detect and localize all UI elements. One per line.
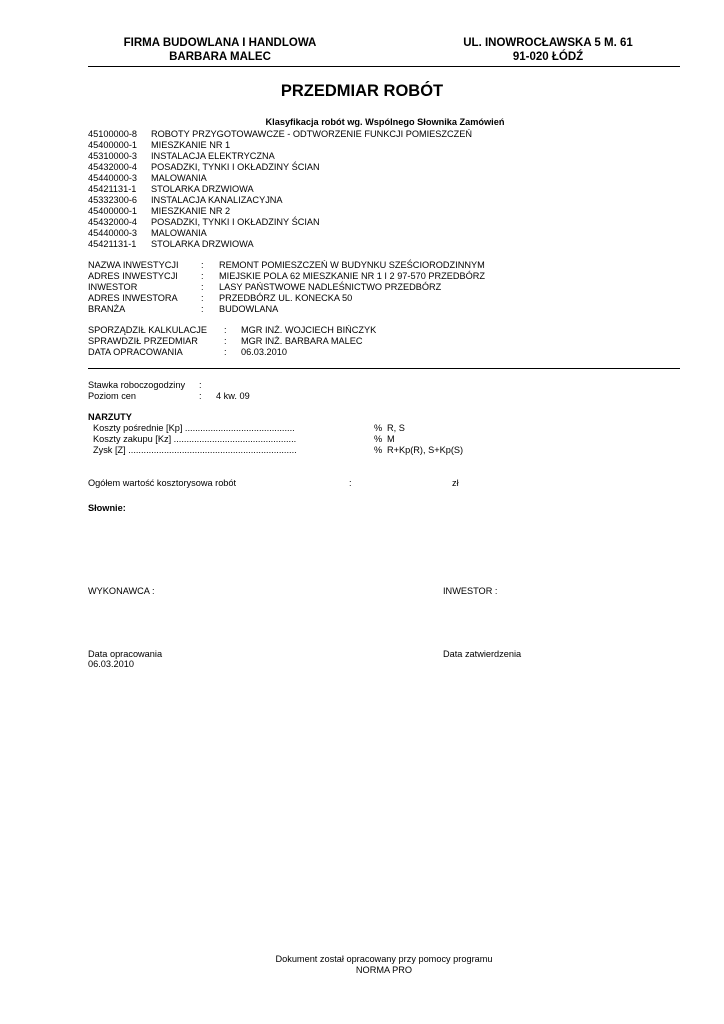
investment-row [88, 304, 688, 315]
investment-row-sep: : [201, 293, 204, 303]
author-row-sep: : [224, 336, 227, 346]
classification-desc: INSTALACJA KANALIZACYJNA [151, 195, 283, 205]
poziom-cen-label: Poziom cen [88, 391, 137, 401]
narzuty-heading: NARZUTY [88, 412, 132, 422]
poziom-cen-row [88, 391, 688, 402]
investment-row [88, 293, 688, 304]
address-line-2: 91-020 ŁÓDŹ [512, 51, 584, 63]
company-address [438, 36, 658, 64]
company-name [100, 36, 340, 64]
investment-row-value: BUDOWLANA [219, 304, 279, 314]
footer [0, 954, 724, 976]
stawka-row [88, 380, 688, 391]
classification-desc: INSTALACJA ELEKTRYCZNA [151, 151, 275, 161]
company-line-1: FIRMA BUDOWLANA I HANDLOWA [123, 37, 317, 49]
footer-line-2: NORMA PRO [355, 965, 413, 975]
classification-desc: POSADZKI, TYNKI I OKŁADZINY ŚCIAN [151, 162, 320, 172]
classification-desc: STOLARKA DRZWIOWA [151, 184, 254, 194]
investment-row-label: BRANŻA [88, 304, 126, 314]
narzut-row [88, 434, 688, 445]
investment-row-label: ADRES INWESTYCJI [88, 271, 178, 281]
classification-desc: POSADZKI, TYNKI I OKŁADZINY ŚCIAN [151, 217, 320, 227]
stawka-sep: : [199, 380, 202, 390]
narzut-label: Koszty zakupu [Kz] ................................................ [93, 434, 297, 444]
narzut-unit: % [374, 445, 383, 455]
narzut-unit: % [374, 423, 383, 433]
investment-row-sep: : [201, 304, 204, 314]
author-row-label: SPORZĄDZIŁ KALKULACJE [88, 325, 207, 335]
data-opracowania-value: 06.03.2010 [88, 659, 134, 669]
author-row-sep: : [224, 347, 227, 357]
author-row-value: 06.03.2010 [241, 347, 287, 357]
total-currency: zł [452, 478, 459, 488]
investment-row-value: LASY PAŃSTWOWE NADLEŚNICTWO PRZEDBÓRZ [219, 282, 442, 292]
investment-row [88, 260, 688, 271]
address-line-1: UL. INOWROCŁAWSKA 5 M. 61 [463, 37, 633, 49]
poziom-cen-value: 4 kw. 09 [216, 391, 250, 401]
classification-heading: Klasyfikacja robót wg. Wspólnego Słownika Zamówień [265, 117, 505, 127]
narzut-row [88, 423, 688, 434]
classification-desc: ROBOTY PRZYGOTOWAWCZE - ODTWORZENIE FUNKCJI POMIESZCZEŃ [151, 129, 473, 139]
company-line-2: BARBARA MALEC [169, 51, 271, 63]
narzut-label: Koszty pośrednie [Kp] ........................................... [93, 423, 295, 433]
investment-row [88, 282, 688, 293]
classification-desc: MIESZKANIE NR 1 [151, 140, 231, 150]
classification-code: 45332300-6 [88, 195, 138, 205]
slownie-label: Słownie: [88, 503, 126, 513]
classification-code: 45100000-8 [88, 129, 138, 139]
classification-desc: MALOWANIA [151, 228, 207, 238]
classification-code: 45432000-4 [88, 162, 138, 172]
classification-desc: STOLARKA DRZWIOWA [151, 239, 254, 249]
author-row-sep: : [224, 325, 227, 335]
investment-row-label: INWESTOR [88, 282, 138, 292]
classification-code: 45421131-1 [88, 239, 137, 249]
classification-desc: MIESZKANIE NR 2 [151, 206, 231, 216]
investment-row [88, 271, 688, 282]
total-sep: : [349, 478, 352, 488]
narzut-basis: R+Kp(R), S+Kp(S) [387, 445, 464, 455]
author-row-value: MGR INŻ. BARBARA MALEC [241, 336, 363, 346]
page-title: PRZEDMIAR ROBÓT [280, 82, 444, 100]
footer-line-1: Dokument został opracowany przy pomocy programu [275, 954, 493, 964]
classification-code: 45440000-3 [88, 228, 138, 238]
author-row [88, 336, 688, 347]
classification-code: 45432000-4 [88, 217, 138, 227]
narzut-basis: R, S [387, 423, 405, 433]
investment-row-sep: : [201, 282, 204, 292]
investment-row-label: NAZWA INWESTYCJI [88, 260, 179, 270]
data-opracowania-label: Data opracowania [88, 649, 163, 659]
investment-row-sep: : [201, 271, 204, 281]
header-divider [88, 66, 680, 67]
narzut-basis: M [387, 434, 395, 444]
author-row-label: DATA OPRACOWANIA [88, 347, 183, 357]
total-row [88, 478, 688, 489]
classification-code: 45400000-1 [88, 140, 138, 150]
narzut-unit: % [374, 434, 383, 444]
author-row-value: MGR INŻ. WOJCIECH BIŃCZYK [241, 325, 377, 335]
total-label: Ogółem wartość kosztorysowa robót [88, 478, 237, 488]
narzut-label: Zysk [Z] .................................................................. [93, 445, 297, 455]
data-zatwierdzenia-label: Data zatwierdzenia [443, 649, 522, 659]
investment-row-value: REMONT POMIESZCZEŃ W BUDYNKU SZEŚCIORODZINNYM [219, 260, 485, 270]
investment-row-label: ADRES INWESTORA [88, 293, 178, 303]
classification-desc: MALOWANIA [151, 173, 207, 183]
author-row [88, 347, 688, 358]
poziom-cen-sep: : [199, 391, 202, 401]
investment-row-value: PRZEDBÓRZ UL. KONECKA 50 [219, 293, 353, 303]
classification-code: 45310000-3 [88, 151, 138, 161]
classification-code: 45400000-1 [88, 206, 138, 216]
section-divider [88, 368, 680, 369]
narzut-row [88, 445, 688, 456]
wykonawca-label: WYKONAWCA : [88, 586, 155, 596]
classification-code: 45421131-1 [88, 184, 137, 194]
author-row-label: SPRAWDZIŁ PRZEDMIAR [88, 336, 198, 346]
stawka-label: Stawka roboczogodziny [88, 380, 186, 390]
investment-row-value: MIEJSKIE POLA 62 MIESZKANIE NR 1 I 2 97-570 PRZEDBÓRZ [219, 271, 486, 281]
classification-code: 45440000-3 [88, 173, 138, 183]
investment-row-sep: : [201, 260, 204, 270]
inwestor-label: INWESTOR : [443, 586, 498, 596]
author-row [88, 325, 688, 336]
